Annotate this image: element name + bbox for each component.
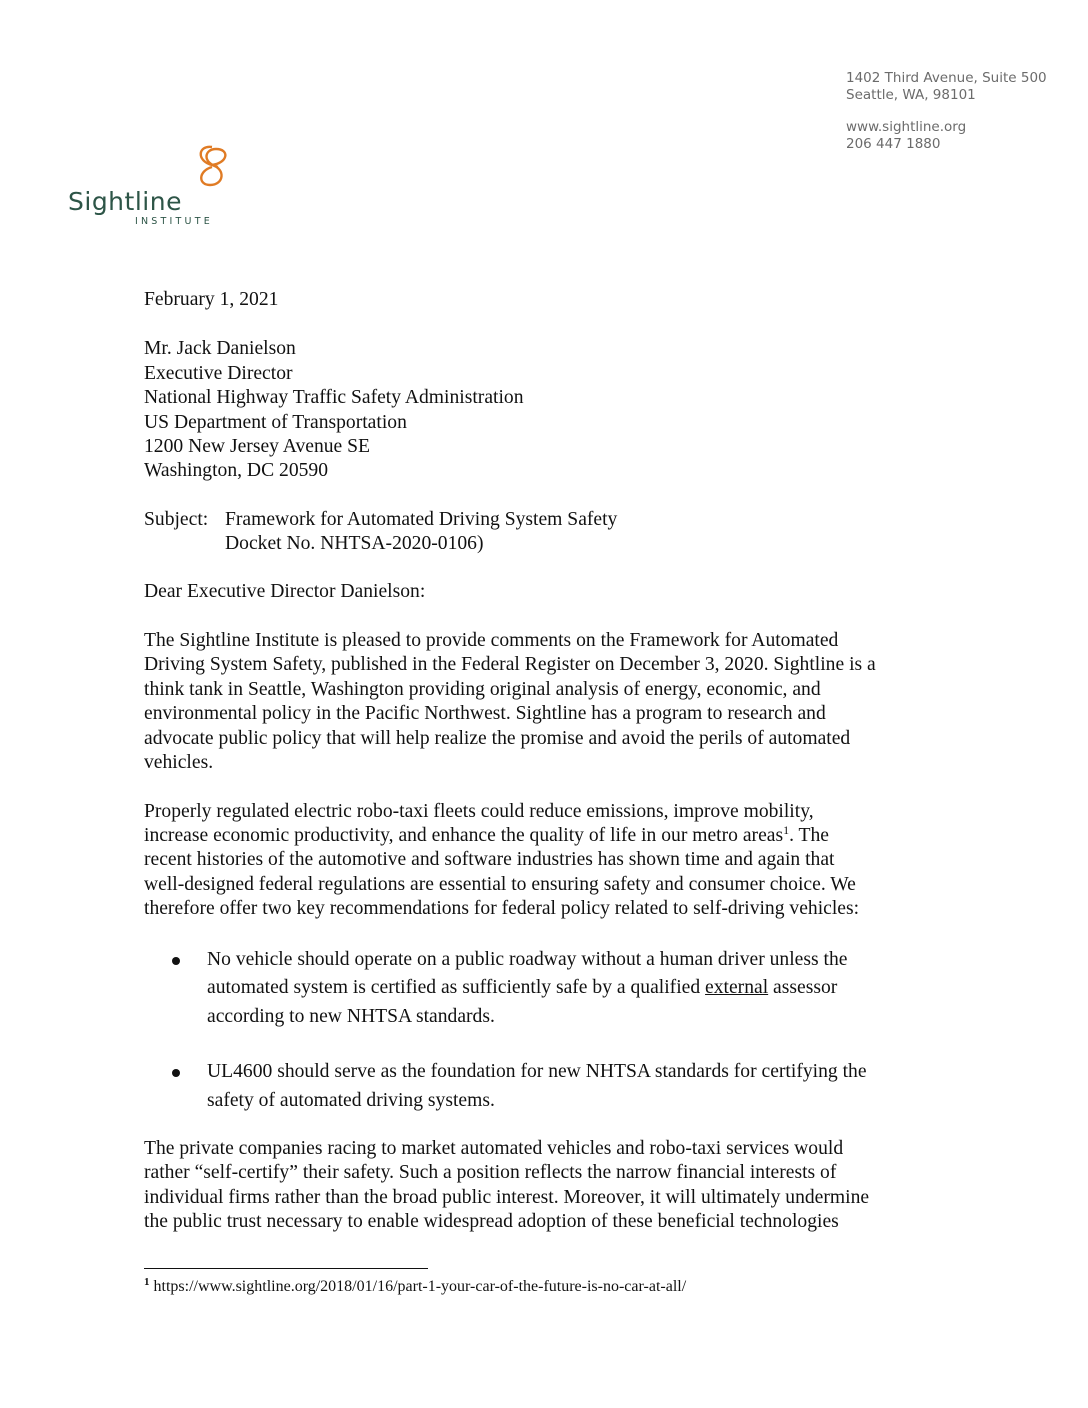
recipient-line: Washington, DC 20590 xyxy=(144,460,329,482)
paragraph-line: Properly regulated electric robo-taxi fleets could reduce emissions, improve mobility, xyxy=(144,800,814,822)
paragraph-line: advocate public policy that will help realize the promise and avoid the perils of automated xyxy=(144,727,851,749)
website-text: www.sightline.org xyxy=(846,119,967,135)
paragraph-line: well-designed federal regulations are essential to ensuring safety and consumer choice. We xyxy=(144,873,856,895)
recipient-line: US Department of Transportation xyxy=(144,411,407,433)
address-line-2: Seattle, WA, 98101 xyxy=(846,87,976,103)
paragraph-line: increase economic productivity, and enhance the quality of life in our metro areas xyxy=(144,824,784,846)
footnote-reference[interactable]: 1 xyxy=(783,822,790,837)
subject-line-1: Framework for Automated Driving System Safety xyxy=(225,508,618,530)
paragraph-line: environmental policy in the Pacific Northwest. Sightline has a program to research and xyxy=(144,703,826,725)
recipient-address xyxy=(144,337,944,483)
paragraph-line: Driving System Safety, published in the Federal Register on December 3, 2020. Sightline is a xyxy=(144,654,876,676)
paragraph-line: individual firms rather than the broad public interest. Moreover, it will ultimately undermine xyxy=(144,1186,870,1208)
bullet-icon xyxy=(172,957,180,965)
sightline-logo xyxy=(68,143,238,233)
salutation: Dear Executive Director Danielson: xyxy=(144,580,426,602)
paragraph-line: The Sightline Institute is pleased to provide comments on the Framework for Automated xyxy=(144,630,839,652)
list-item-line: safety of automated driving systems. xyxy=(207,1089,495,1111)
list-item-line: automated system is certified as sufficiently safe by a qualified xyxy=(207,977,706,999)
list-item-line: UL4600 should serve as the foundation for new NHTSA standards for certifying the xyxy=(207,1061,867,1083)
recipient-line: Executive Director xyxy=(144,362,293,384)
paragraph-line: vehicles. xyxy=(144,752,214,774)
letterhead-address xyxy=(846,70,1047,153)
recommendations-list xyxy=(144,946,944,1116)
emphasis-external: external xyxy=(705,977,769,999)
bullet-icon xyxy=(172,1069,180,1077)
list-item xyxy=(144,1058,944,1115)
recipient-line: 1200 New Jersey Avenue SE xyxy=(144,436,371,458)
subject-line-2: Docket No. NHTSA-2020-0106) xyxy=(225,533,484,555)
paragraph-line: recent histories of the automotive and software industries has shown time and again that xyxy=(144,849,835,871)
logo-wordmark: Sightline xyxy=(68,187,182,216)
letter-body xyxy=(144,288,944,1259)
footnote-divider xyxy=(144,1268,428,1269)
list-item xyxy=(144,946,944,1032)
recipient-line: National Highway Traffic Safety Administration xyxy=(144,387,524,409)
footnote-number: 1 xyxy=(144,1276,150,1288)
paragraph-line: think tank in Seattle, Washington providing original analysis of energy, economic, and xyxy=(144,678,821,700)
letter-date: February 1, 2021 xyxy=(144,289,279,310)
paragraph-line: . The xyxy=(789,824,829,846)
list-item-line: according to new NHTSA standards. xyxy=(207,1005,495,1027)
phone-text: 206 447 1880 xyxy=(846,136,941,152)
paragraph-intro xyxy=(144,629,944,775)
paragraph-line: The private companies racing to market automated vehicles and robo-taxi services would xyxy=(144,1138,844,1160)
paragraph-line: the public trust necessary to enable widespread adoption of these beneficial technologies xyxy=(144,1211,839,1233)
interlocking-loops-icon xyxy=(188,143,236,189)
footnote-url-link[interactable]: https://www.sightline.org/2018/01/16/part-1-your-car-of-the-future-is-no-car-at-all/ xyxy=(153,1278,687,1295)
footnote xyxy=(144,1276,686,1296)
address-line-1: 1402 Third Avenue, Suite 500 xyxy=(846,70,1047,86)
list-item-line: assessor xyxy=(768,977,838,999)
recipient-line: Mr. Jack Danielson xyxy=(144,338,296,360)
list-item-line: No vehicle should operate on a public roadway without a human driver unless the xyxy=(207,948,848,970)
subject-block xyxy=(144,508,944,557)
logo-subtitle: INSTITUTE xyxy=(135,216,213,227)
paragraph-recommendations-intro xyxy=(144,800,944,922)
paragraph-self-certify xyxy=(144,1137,944,1235)
subject-label: Subject: xyxy=(144,508,209,530)
paragraph-line: therefore offer two key recommendations for federal policy related to self-driving vehicles: xyxy=(144,898,860,920)
paragraph-line: rather “self-certify” their safety. Such a position reflects the narrow financial interests of xyxy=(144,1162,837,1184)
